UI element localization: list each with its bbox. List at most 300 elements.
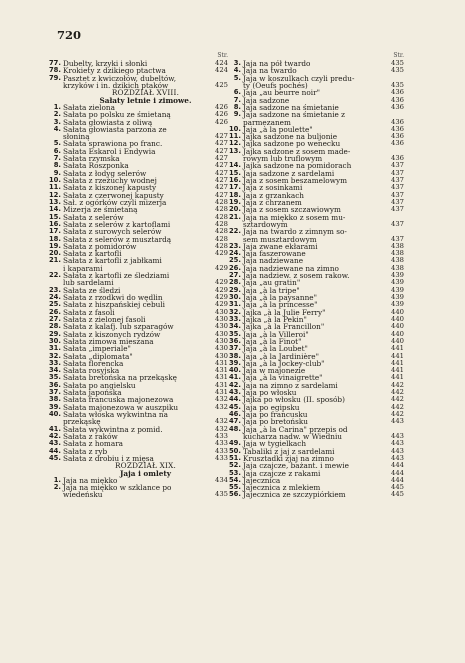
entry-title-line: Jaja z sosem beszamelowym	[243, 176, 347, 185]
entry-page-number: 438	[391, 263, 404, 272]
entry-number: 28.	[48, 322, 61, 331]
entry-page-number: 432	[215, 417, 228, 426]
entry-number: 19.	[48, 241, 61, 250]
entry-number: 40.	[48, 410, 61, 418]
entry-title-line: Jajka sadzone po wenecku	[243, 139, 341, 149]
entry-title-line: Sałata z kalafj. lub szparagów	[63, 322, 174, 332]
entry-title-line: Jaja po bretońsku	[243, 417, 308, 427]
entry-title-line: Sałata po angielsku	[63, 380, 136, 390]
entry-page-number: 429	[215, 285, 228, 294]
entry-number: 9.	[53, 168, 61, 177]
entry-title	[63, 257, 228, 272]
page-column-header: Str.	[393, 52, 404, 59]
entry-number: 77.	[48, 59, 61, 67]
entry-page-number: 436	[391, 95, 404, 104]
entry-page-number: 425	[215, 80, 228, 89]
entry-number: 9.	[233, 110, 241, 119]
entry-number: 43.	[48, 439, 61, 448]
entry-title-line: ty (Oeufs pochés)	[243, 80, 308, 90]
entry-number: 12.	[228, 139, 241, 148]
toc-entry	[53, 124, 228, 142]
entry-title-line: Pasztet z kwiczołów, dubeltów,	[63, 73, 177, 83]
entry-page-number: 435	[391, 80, 404, 89]
entry-page-number: 442	[391, 388, 404, 397]
entry-page-number: 430	[215, 344, 228, 353]
entry-number: 35.	[48, 373, 61, 382]
entry-number: 21.	[228, 212, 241, 221]
entry-number: 33.	[48, 358, 61, 367]
entry-title-line: Jaja „à la Finot"	[243, 336, 302, 346]
entry-page-number: 440	[391, 307, 404, 316]
entry-page-number: 435	[391, 59, 404, 67]
entry-number: 23.	[228, 241, 241, 250]
entry-page-number: 427	[215, 146, 228, 155]
entry-number: 31.	[228, 300, 241, 309]
entry-number: 49.	[228, 439, 241, 448]
entry-page-number: 427	[215, 183, 228, 192]
entry-page-number: 428	[215, 205, 228, 214]
entry-title-line: Sałata z kiszonej kapusty	[63, 183, 157, 193]
entry-page-number: 444	[391, 475, 404, 484]
toc-entry	[233, 73, 404, 90]
entry-page-number: 441	[391, 366, 404, 375]
entry-number: 32.	[48, 351, 61, 360]
entry-page-number: 435	[391, 66, 404, 75]
entry-number: 38.	[48, 395, 61, 404]
entry-title-line: Sałata z surowych selerów	[63, 227, 162, 237]
entry-title-line: Jaja „à la poulette"	[243, 124, 313, 134]
entry-title-line: Sałata głowiasta parzona ze	[63, 124, 167, 134]
entry-page-number: 436	[391, 124, 404, 133]
entry-title-line: Sałata z hiszpańskiej cebuli	[63, 300, 166, 310]
entry-title-line: Sałata Roszponka	[63, 161, 129, 171]
entry-title-line: Krokiety z dzikiego ptactwa	[63, 66, 166, 76]
entry-page-number: 433	[215, 446, 228, 455]
entry-title	[63, 272, 228, 287]
entry-number: 37.	[228, 344, 241, 353]
entry-number: 1.	[53, 102, 61, 111]
entry-page-number: 441	[391, 351, 404, 360]
entry-title-line: Jaja sadzone na śmietanie	[243, 102, 339, 112]
entry-number: 37.	[48, 388, 61, 397]
entry-number: 48.	[228, 424, 241, 433]
entry-page-number: 432	[215, 424, 228, 433]
entry-title-line: Sałata ze śledzi	[63, 285, 121, 295]
entry-title-line: Jaja sadzone na śmietanie z	[243, 110, 346, 120]
entry-title-line: Jaja w majonezie	[243, 366, 306, 376]
entry-page-number: 432	[215, 402, 228, 411]
entry-title-line: Sałata francuska majonezowa	[63, 395, 174, 405]
entry-title	[63, 484, 228, 499]
page-column-header: Str.	[217, 52, 228, 59]
entry-title-line: Jaja na twardo	[243, 66, 297, 76]
entry-page-number: 429	[215, 263, 228, 272]
entry-page-number: 443	[391, 431, 404, 440]
entry-page-number: 443	[391, 446, 404, 455]
entry-title	[243, 426, 404, 441]
entry-number: 25.	[48, 300, 61, 309]
entry-page-number: 440	[391, 322, 404, 331]
entry-page-number: 433	[215, 431, 228, 440]
entry-page-number: 431	[215, 373, 228, 382]
chapter-subheading: Jaja i omlety	[119, 468, 171, 478]
entry-page-number: 430	[215, 314, 228, 323]
entry-number: 10.	[228, 124, 241, 133]
entry-page-number: 439	[391, 293, 404, 301]
entry-title-line: Sałata wykwintna z pomid.	[63, 424, 163, 434]
entry-number: 4.	[233, 66, 241, 75]
entry-number: 44.	[48, 446, 61, 455]
entry-number: 18.	[48, 234, 61, 243]
entry-title-line: Jaja „à la princesse"	[243, 300, 318, 310]
entry-title-line: Sałata bretońska na przekąskę	[63, 373, 177, 383]
entry-title-line: Jaja czajcze z rakami	[243, 468, 321, 478]
entry-number: 53.	[228, 468, 241, 477]
entry-number: 5.	[233, 73, 241, 82]
entry-title	[243, 148, 404, 163]
entry-title-line: Jaja z chrzanem	[243, 197, 302, 207]
entry-page-number: 432	[215, 395, 228, 404]
entry-number: 12.	[48, 190, 61, 199]
entry-page-number: 442	[391, 380, 404, 389]
entry-page-number: 437	[391, 190, 404, 199]
entry-number: 20.	[48, 249, 61, 258]
entry-number: 22.	[228, 227, 241, 236]
entry-title-line: Jaja nadziewane na zimno	[243, 263, 339, 273]
entry-number: 55.	[228, 483, 241, 492]
toc-entry	[48, 271, 228, 288]
entry-page-number: 429	[215, 293, 228, 301]
entry-page-number: 426	[215, 102, 228, 111]
toc-entry	[48, 73, 228, 90]
entry-page-number: 433	[215, 439, 228, 448]
entry-title-line: Sałata z selerów	[63, 212, 124, 222]
entry-number: 29.	[228, 285, 241, 294]
page-number: 720	[57, 28, 82, 42]
entry-title-line: Sałata z rzeżuchy wodnej	[63, 176, 157, 185]
entry-number: 17.	[48, 227, 61, 236]
entry-page-number: 437	[391, 197, 404, 206]
entry-page-number: 437	[391, 183, 404, 192]
entry-title-line: Jaja „à la tripe"	[243, 285, 300, 295]
entry-page-number: 428	[215, 219, 228, 228]
entry-title-line: Sałata z kartofli ze śledziami	[63, 271, 170, 281]
entry-number: 17.	[228, 183, 241, 192]
entry-number: 56.	[228, 490, 241, 499]
entry-page-number: 441	[391, 344, 404, 353]
entry-number: 20.	[228, 205, 241, 214]
entry-title-line: Jaja „à la Loubet"	[243, 344, 308, 354]
entry-page-number: 431	[215, 380, 228, 389]
entry-number: 34.	[48, 366, 61, 375]
entry-title-line: Sałata zimowa mieszana	[63, 336, 154, 346]
entry-title-line: krzyków i in. dzikich ptaków	[63, 80, 169, 90]
entry-title-line: sem musztardowym	[243, 234, 317, 244]
entry-number: 46.	[228, 410, 241, 418]
toc-entry	[48, 256, 228, 273]
entry-title-line: Jaja po francusku	[243, 410, 308, 419]
entry-number: 5.	[53, 139, 61, 148]
entry-title-line: Jaja w koszulkach czyli predu-	[243, 73, 355, 83]
entry-title-line: lub sardelami	[63, 278, 114, 288]
entry-title-line: Sałata z fasoli	[63, 307, 115, 317]
entry-title-line: Jajecznica	[243, 475, 281, 485]
toc-entry	[228, 227, 404, 244]
entry-page-number: 430	[215, 351, 228, 360]
entry-page-number: 431	[215, 366, 228, 375]
entry-title-line: Jaja „à la Carina" przepis od	[243, 424, 348, 434]
entry-number: 13.	[228, 146, 241, 155]
entry-number: 25.	[228, 256, 241, 265]
entry-page-number: 437	[391, 205, 404, 214]
entry-page-number: 441	[391, 373, 404, 382]
entry-title-line: Jajecznica ze szczypiórkiem	[243, 490, 346, 500]
entry-number: 30.	[228, 293, 241, 301]
entry-title-line: Sałata z rzodkwi do wędlin	[63, 293, 163, 302]
entry-number: 22.	[48, 271, 61, 280]
entry-title-line: Sałata florencka	[63, 358, 124, 368]
entry-title-line: Sałata „imperiale"	[63, 344, 131, 354]
entry-number: 35.	[228, 329, 241, 338]
entry-title-line: Jaja „à la paysanne"	[243, 293, 317, 302]
entry-number: 39.	[228, 358, 241, 367]
entry-title-line: Jaja po włosku	[243, 388, 297, 398]
entry-title-line: Sałata zielona	[63, 102, 115, 112]
entry-number: 27.	[228, 271, 241, 280]
entry-title-line: Mizerja ze śmietaną	[63, 205, 138, 215]
entry-title	[243, 228, 404, 243]
toc-entry	[228, 212, 404, 229]
entry-number: 78.	[48, 66, 61, 75]
entry-page-number: 424	[215, 66, 228, 75]
entry-title-line: Tabaliki z jaj z sardelami	[243, 446, 335, 456]
entry-page-number: 430	[215, 322, 228, 331]
entry-page-number: 436	[391, 132, 404, 141]
entry-number: 1.	[53, 475, 61, 484]
entry-page-number: 439	[391, 271, 404, 280]
entry-title-line: Sałata z selerów z musztardą	[63, 234, 172, 244]
entry-title-line: Krusztadki zjaj na zimno	[243, 453, 334, 463]
entry-title-line: Jaja „à la vinaigrette"	[243, 373, 323, 383]
entry-title-line: i kaparami	[63, 263, 103, 273]
entry-number: 34.	[228, 322, 241, 331]
entry-page-number: 440	[391, 314, 404, 323]
entry-title-line: Sałata z kartofli z jabłkami	[63, 256, 162, 266]
entry-title-line: Jajka sadzone na buljonie	[243, 132, 338, 142]
entry-number: 4.	[53, 124, 61, 133]
toc-column-left	[48, 52, 228, 500]
entry-number: 19.	[228, 197, 241, 206]
entry-page-number: 433	[215, 453, 228, 462]
toc-entry	[233, 110, 404, 127]
entry-title-line: Sałata japońska	[63, 388, 122, 398]
entry-page-number: 428	[215, 241, 228, 250]
entry-title	[243, 111, 404, 126]
entry-number: 28.	[228, 278, 241, 287]
entry-number: 14.	[228, 161, 241, 170]
chapter-heading: ROZDZIAŁ XIX.	[114, 461, 176, 471]
entry-page-number: 436	[391, 102, 404, 111]
toc-entry	[228, 424, 404, 441]
chapter-subheading: Sałaty letnie i zimowe.	[99, 95, 192, 105]
entry-page-number: 428	[215, 234, 228, 243]
entry-number: 79.	[48, 73, 61, 82]
entry-page-number: 440	[391, 336, 404, 345]
entry-title-line: Jaja zwane ekłarami	[243, 241, 318, 251]
entry-title-line: Sałata z zielonej fasoli	[63, 314, 146, 324]
entry-number: 42.	[48, 431, 61, 440]
entry-title-line: Sałata rosyjska	[63, 366, 120, 376]
entry-number: 6.	[233, 88, 241, 97]
entry-page-number: 437	[391, 176, 404, 184]
entry-title-line: Jaja sadzone	[243, 95, 290, 105]
entry-title-line: Jaja na twardo z zimnym so-	[243, 227, 347, 237]
entry-number: 16.	[48, 219, 61, 228]
entry-number: 2.	[53, 483, 61, 492]
entry-page-number: 429	[215, 249, 228, 258]
entry-page-number: 437	[391, 168, 404, 177]
entry-page-number: 427	[215, 132, 228, 141]
entry-page-number: 428	[215, 227, 228, 236]
entry-number: 51.	[228, 453, 241, 462]
entry-title-line: Sałata z drobiu i z mięsa	[63, 453, 154, 463]
entry-page-number: 439	[391, 300, 404, 309]
entry-page-number: 436	[391, 88, 404, 97]
entry-number: 33.	[228, 314, 241, 323]
entry-number: 10.	[48, 176, 61, 184]
entry-title	[243, 75, 404, 90]
entry-title-line: Sałata Eskarol i Endywia	[63, 146, 156, 156]
entry-number: 24.	[228, 249, 241, 258]
entry-number: 7.	[233, 95, 241, 104]
entry-page-number: 442	[391, 410, 404, 418]
entry-number: 13.	[48, 197, 61, 206]
entry-title-line: Sał. z ogórków czyli mizerja	[63, 197, 167, 207]
entry-number: 38.	[228, 351, 241, 360]
entry-page-number: 441	[391, 358, 404, 367]
entry-number: 36.	[228, 336, 241, 345]
entry-title-line: Sałata z selerów z kartoflami	[63, 219, 171, 229]
entry-page-number: 426	[215, 110, 228, 119]
entry-number: 40.	[228, 366, 241, 375]
entry-title-line: Sałata z ryb	[63, 446, 108, 456]
entry-number: 31.	[48, 344, 61, 353]
entry-page-number: 426	[215, 117, 228, 126]
entry-number: 36.	[48, 380, 61, 389]
entry-title-line: Dubelty, krzyki i słonki	[63, 59, 148, 68]
entry-page-number: 437	[391, 234, 404, 243]
entry-page-number: 438	[391, 241, 404, 250]
entry-title-line: Jaja „au gratin"	[243, 278, 301, 288]
entry-page-number: 424	[215, 59, 228, 67]
entry-page-number: 435	[215, 490, 228, 499]
entry-number: 8.	[53, 161, 61, 170]
toc-entry	[228, 490, 404, 500]
entry-page-number: 430	[215, 329, 228, 338]
entry-page-number: 431	[215, 388, 228, 397]
entry-number: 43.	[228, 388, 241, 397]
entry-title-line: Sałata z homara	[63, 439, 124, 449]
entry-title-line: Jajka „à la Francillon"	[243, 322, 325, 332]
toc-entry	[228, 146, 404, 164]
entry-number: 54.	[228, 475, 241, 484]
entry-number: 11.	[228, 132, 241, 141]
toc-entries	[228, 59, 404, 500]
entry-title-line: Jaja „au beurre noir"	[243, 88, 320, 98]
entry-page-number: 439	[391, 285, 404, 294]
entry-page-number: 429	[215, 300, 228, 309]
entry-page-number: 427	[215, 161, 228, 170]
entry-number: 24.	[48, 293, 61, 301]
entry-title-line: Sałata majonezowa w auszpiku	[63, 402, 179, 412]
entry-number: 11.	[48, 183, 61, 192]
entry-number: 41.	[228, 373, 241, 382]
entry-number: 6.	[53, 146, 61, 155]
entry-title-line: Jaja w tygielkach	[243, 439, 307, 449]
entry-title-line: Sałata sprawiona po franc.	[63, 139, 163, 149]
entry-number: 50.	[228, 446, 241, 455]
entry-title-line: Sałata głowiasta z oliwą	[63, 117, 153, 127]
entry-page-number: 445	[391, 490, 404, 499]
entry-page-number: 438	[391, 256, 404, 265]
entry-page-number: 427	[215, 154, 228, 163]
entry-title-line: sztardowym	[243, 219, 288, 229]
entry-number: 15.	[228, 168, 241, 177]
entry-number: 3.	[233, 59, 241, 67]
entry-page-number: 430	[215, 307, 228, 316]
entry-title-line: Sałata z kartofli	[63, 249, 122, 259]
entry-title-line: Jaja sadzone z sardelami	[243, 168, 335, 178]
entry-page-number: 438	[391, 249, 404, 258]
entry-number: 42.	[228, 380, 241, 389]
entry-page-number: 442	[391, 395, 404, 404]
entry-title-line: Sałata po polsku ze śmietaną	[63, 110, 171, 120]
entry-page-number: 430	[215, 336, 228, 345]
entry-page-number: 427	[215, 176, 228, 184]
entry-title-line: Jaja nadziewane	[243, 256, 304, 266]
entry-number: 30.	[48, 336, 61, 345]
entry-title-line: Jaja z grzankach	[243, 190, 304, 200]
entry-title-line: Sałata z czerwonej kapusty	[63, 190, 164, 200]
entry-title-line: Jaja czajcze, bażant. i mewie	[243, 461, 349, 471]
entry-page-number: 427	[215, 139, 228, 148]
chapter-heading: ROZDZIAŁ XVIII.	[111, 88, 180, 98]
entry-title-line: Jajecznica z mlekiem	[243, 483, 321, 493]
entry-title-line: Jaja na miękko w szklance po	[63, 483, 172, 493]
entry-page-number: 429	[215, 278, 228, 287]
entry-number: 29.	[48, 329, 61, 338]
entry-title-line: Jajka „à la Julie Ferry"	[243, 307, 326, 317]
entry-page-number: 427	[215, 168, 228, 177]
entry-title	[63, 411, 228, 426]
entry-number: 41.	[48, 424, 61, 433]
entry-number: 14.	[48, 205, 61, 214]
toc-entries	[48, 59, 228, 500]
entry-page-number: 428	[215, 212, 228, 221]
entry-number: 18.	[228, 190, 241, 199]
entry-number: 2.	[53, 110, 61, 119]
toc-entry	[53, 483, 228, 500]
entry-page-number: 437	[391, 219, 404, 228]
entry-page-number: 436	[391, 117, 404, 126]
entry-title-line: Jaja nadziew. z sosem rakow.	[243, 271, 350, 281]
entry-title-line: Jaja po egipsku	[243, 402, 300, 412]
entry-page-number: 444	[391, 468, 404, 477]
entry-number: 27.	[48, 314, 61, 323]
entry-number: 7.	[53, 154, 61, 163]
entry-title-line: Jaja „à la Jockey-club"	[243, 358, 325, 368]
entry-number: 26.	[48, 307, 61, 316]
